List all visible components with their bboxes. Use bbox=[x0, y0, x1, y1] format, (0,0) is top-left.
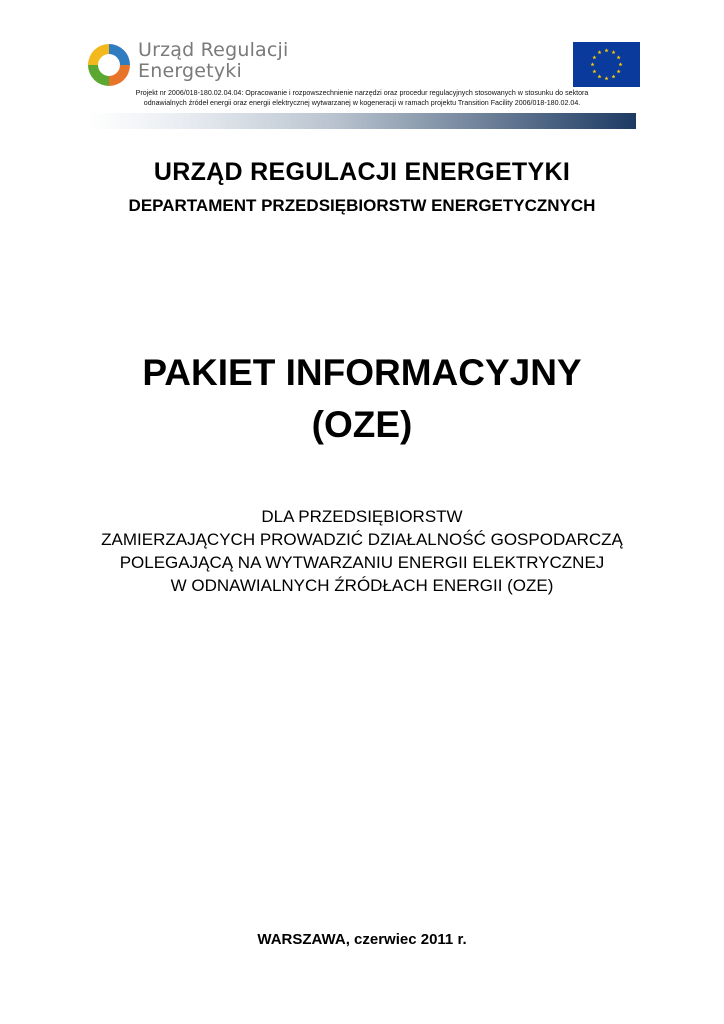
header-gradient-bar bbox=[88, 113, 636, 129]
description-line: DLA PRZEDSIĘBIORSTW bbox=[261, 507, 463, 526]
project-note bbox=[80, 88, 644, 108]
logo-line-2: Energetyki bbox=[138, 60, 242, 82]
department-title: DEPARTAMENT PRZEDSIĘBIORSTW ENERGETYCZNYCH bbox=[128, 196, 596, 215]
ure-logo-icon bbox=[84, 40, 134, 90]
footer-date: WARSZAWA, czerwiec 2011 r. bbox=[257, 931, 467, 948]
org-title: URZĄD REGULACJI ENERGETYKI bbox=[153, 158, 571, 186]
eu-flag-icon bbox=[573, 42, 640, 87]
main-subtitle: (OZE) bbox=[311, 404, 413, 445]
description bbox=[0, 505, 724, 597]
project-note-line-1: Projekt nr 2006/018-180.02.04.04: Opracowanie i rozpowszechnienie narzędzi oraz procedur regulacyjnych stosowanych w stosunku do sektora bbox=[135, 89, 589, 97]
description-line: ZAMIERZAJĄCYCH PROWADZIĆ DZIAŁALNOŚĆ GOSPODARCZĄ bbox=[101, 530, 623, 549]
main-title: PAKIET INFORMACYJNY bbox=[142, 352, 582, 393]
ure-logo-text bbox=[138, 40, 289, 82]
description-line: W ODNAWIALNYCH ŹRÓDŁACH ENERGII (OZE) bbox=[170, 576, 554, 595]
description-line: POLEGAJĄCĄ NA WYTWARZANIU ENERGII ELEKTRYCZNEJ bbox=[119, 553, 605, 572]
logo-line-1: Urząd Regulacji bbox=[138, 39, 289, 61]
project-note-line-2: odnawialnych źródeł energii oraz energii elektrycznej wytwarzanej w kogeneracji w ramach projektu Transition Facility 2006/018-180.02.04. bbox=[143, 99, 581, 107]
